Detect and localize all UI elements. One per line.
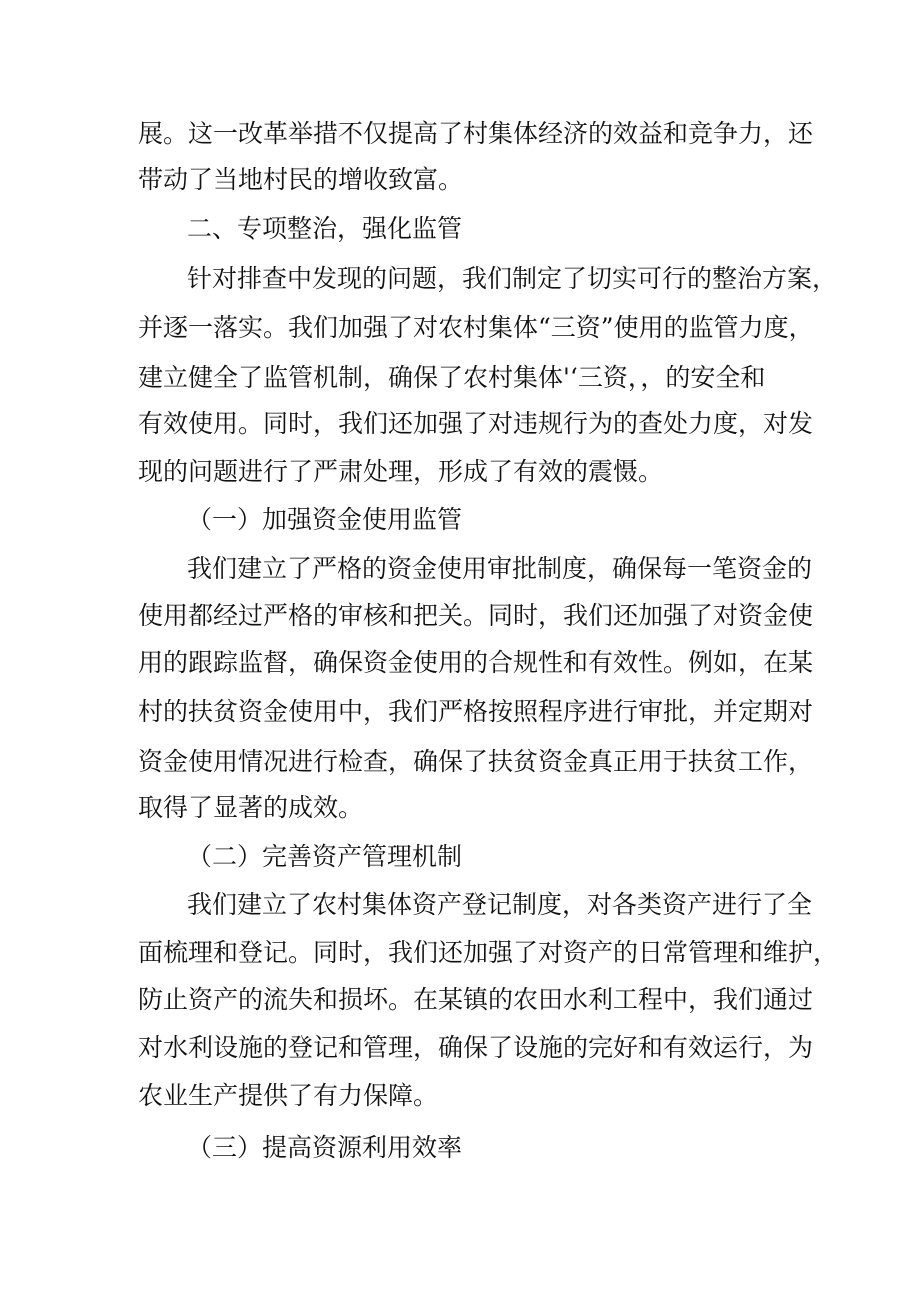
paragraph-line-5: 并逐一落实。我们加强了对农村集体“三资”使用的监管力度， — [138, 313, 814, 342]
paragraph-line-13: 村的扶贫资金使用中，我们严格按照程序进行审批，并定期对 — [138, 697, 814, 726]
subsection-heading-1: （一）加强资金使用监管 — [187, 505, 463, 534]
paragraph-line-15: 取得了显著的成效。 — [138, 793, 364, 822]
paragraph-line-14: 资金使用情况进行检查，确保了扶贫资金真正用于扶贫工作， — [138, 747, 814, 776]
paragraph-line-8: 现的问题进行了严肃处理，形成了有效的震慑。 — [138, 457, 664, 486]
subsection-heading-3: （三）提高资源利用效率 — [187, 1133, 463, 1162]
paragraph-line-6: 建立健全了监管机制，确保了农村集体'‘三资，，的安全和 — [138, 363, 766, 392]
subsection-heading-2: （二）完善资产管理机制 — [187, 842, 463, 871]
paragraph-line-11: 使用都经过严格的审核和把关。同时，我们还加强了对资金使 — [138, 601, 814, 630]
paragraph-line-18: 面梳理和登记。同时，我们还加强了对资产的日常管理和维护， — [138, 938, 839, 967]
paragraph-line-17: 我们建立了农村集体资产登记制度，对各类资产进行了全 — [187, 890, 813, 919]
paragraph-line-10: 我们建立了严格的资金使用审批制度，确保每一笔资金的 — [187, 554, 813, 583]
paragraph-line-19: 防止资产的流失和损坏。在某镇的农田水利工程中，我们通过 — [138, 985, 814, 1014]
paragraph-line-2: 带动了当地村民的增收致富。 — [138, 165, 464, 194]
paragraph-line-1: 展。这一改革举措不仅提高了村集体经济的效益和竞争力，还 — [138, 119, 814, 148]
paragraph-line-4: 针对排查中发现的问题，我们制定了切实可行的整治方案， — [187, 264, 838, 293]
paragraph-line-7: 有效使用。同时，我们还加强了对违规行为的查处力度，对发 — [138, 409, 814, 438]
paragraph-line-21: 农业生产提供了有力保障。 — [138, 1081, 439, 1110]
section-heading-2: 二、专项整治，强化监管 — [187, 214, 463, 243]
paragraph-line-20: 对水利设施的登记和管理，确保了设施的完好和有效运行，为 — [138, 1033, 814, 1062]
paragraph-line-12: 用的跟踪监督，确保资金使用的合规性和有效性。例如，在某 — [138, 648, 814, 677]
